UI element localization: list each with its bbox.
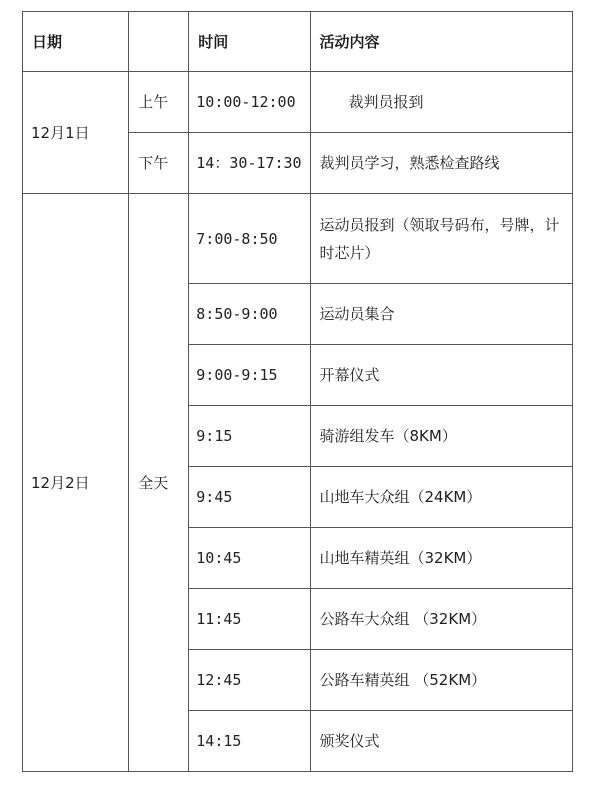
time-cell: 10:45: [189, 528, 310, 589]
activity-cell: 运动员集合: [310, 284, 573, 345]
date-cell: 12月1日: [23, 72, 129, 194]
activity-cell: 开幕仪式: [310, 345, 573, 406]
time-cell: 11:45: [189, 589, 310, 650]
header-time: 时间: [189, 12, 310, 72]
activity-cell: 骑游组发车（8KM）: [310, 406, 573, 467]
header-date: 日期: [23, 12, 129, 72]
table-row: [23, 72, 573, 133]
activity-cell: 裁判员报到: [310, 72, 573, 133]
period-cell: 下午: [129, 133, 189, 194]
activity-cell: 山地车精英组（32KM）: [310, 528, 573, 589]
activity-cell: 运动员报到（领取号码布，号牌，计时芯片）: [310, 194, 573, 284]
activity-cell: 颁奖仪式: [310, 711, 573, 772]
activity-cell: 裁判员学习，熟悉检查路线: [310, 133, 573, 194]
time-cell: 14:15: [189, 711, 310, 772]
date-cell: 12月2日: [23, 194, 129, 772]
activity-cell: 公路车精英组 （52KM）: [310, 650, 573, 711]
header-activity: 活动内容: [310, 12, 573, 72]
activity-cell: 山地车大众组（24KM）: [310, 467, 573, 528]
time-cell: 7:00-8:50: [189, 194, 310, 284]
header-period: [129, 12, 189, 72]
time-cell: 9:45: [189, 467, 310, 528]
activity-cell: 公路车大众组 （32KM）: [310, 589, 573, 650]
time-cell: 8:50-9:00: [189, 284, 310, 345]
time-cell: 9:15: [189, 406, 310, 467]
time-cell: 10:00-12:00: [189, 72, 310, 133]
time-cell: 12:45: [189, 650, 310, 711]
period-cell: 全天: [129, 194, 189, 772]
header-row: [23, 12, 573, 72]
period-cell: 上午: [129, 72, 189, 133]
time-cell: 14：30-17:30: [189, 133, 310, 194]
time-cell: 9:00-9:15: [189, 345, 310, 406]
schedule-table: [22, 11, 573, 772]
table-row: [23, 194, 573, 284]
